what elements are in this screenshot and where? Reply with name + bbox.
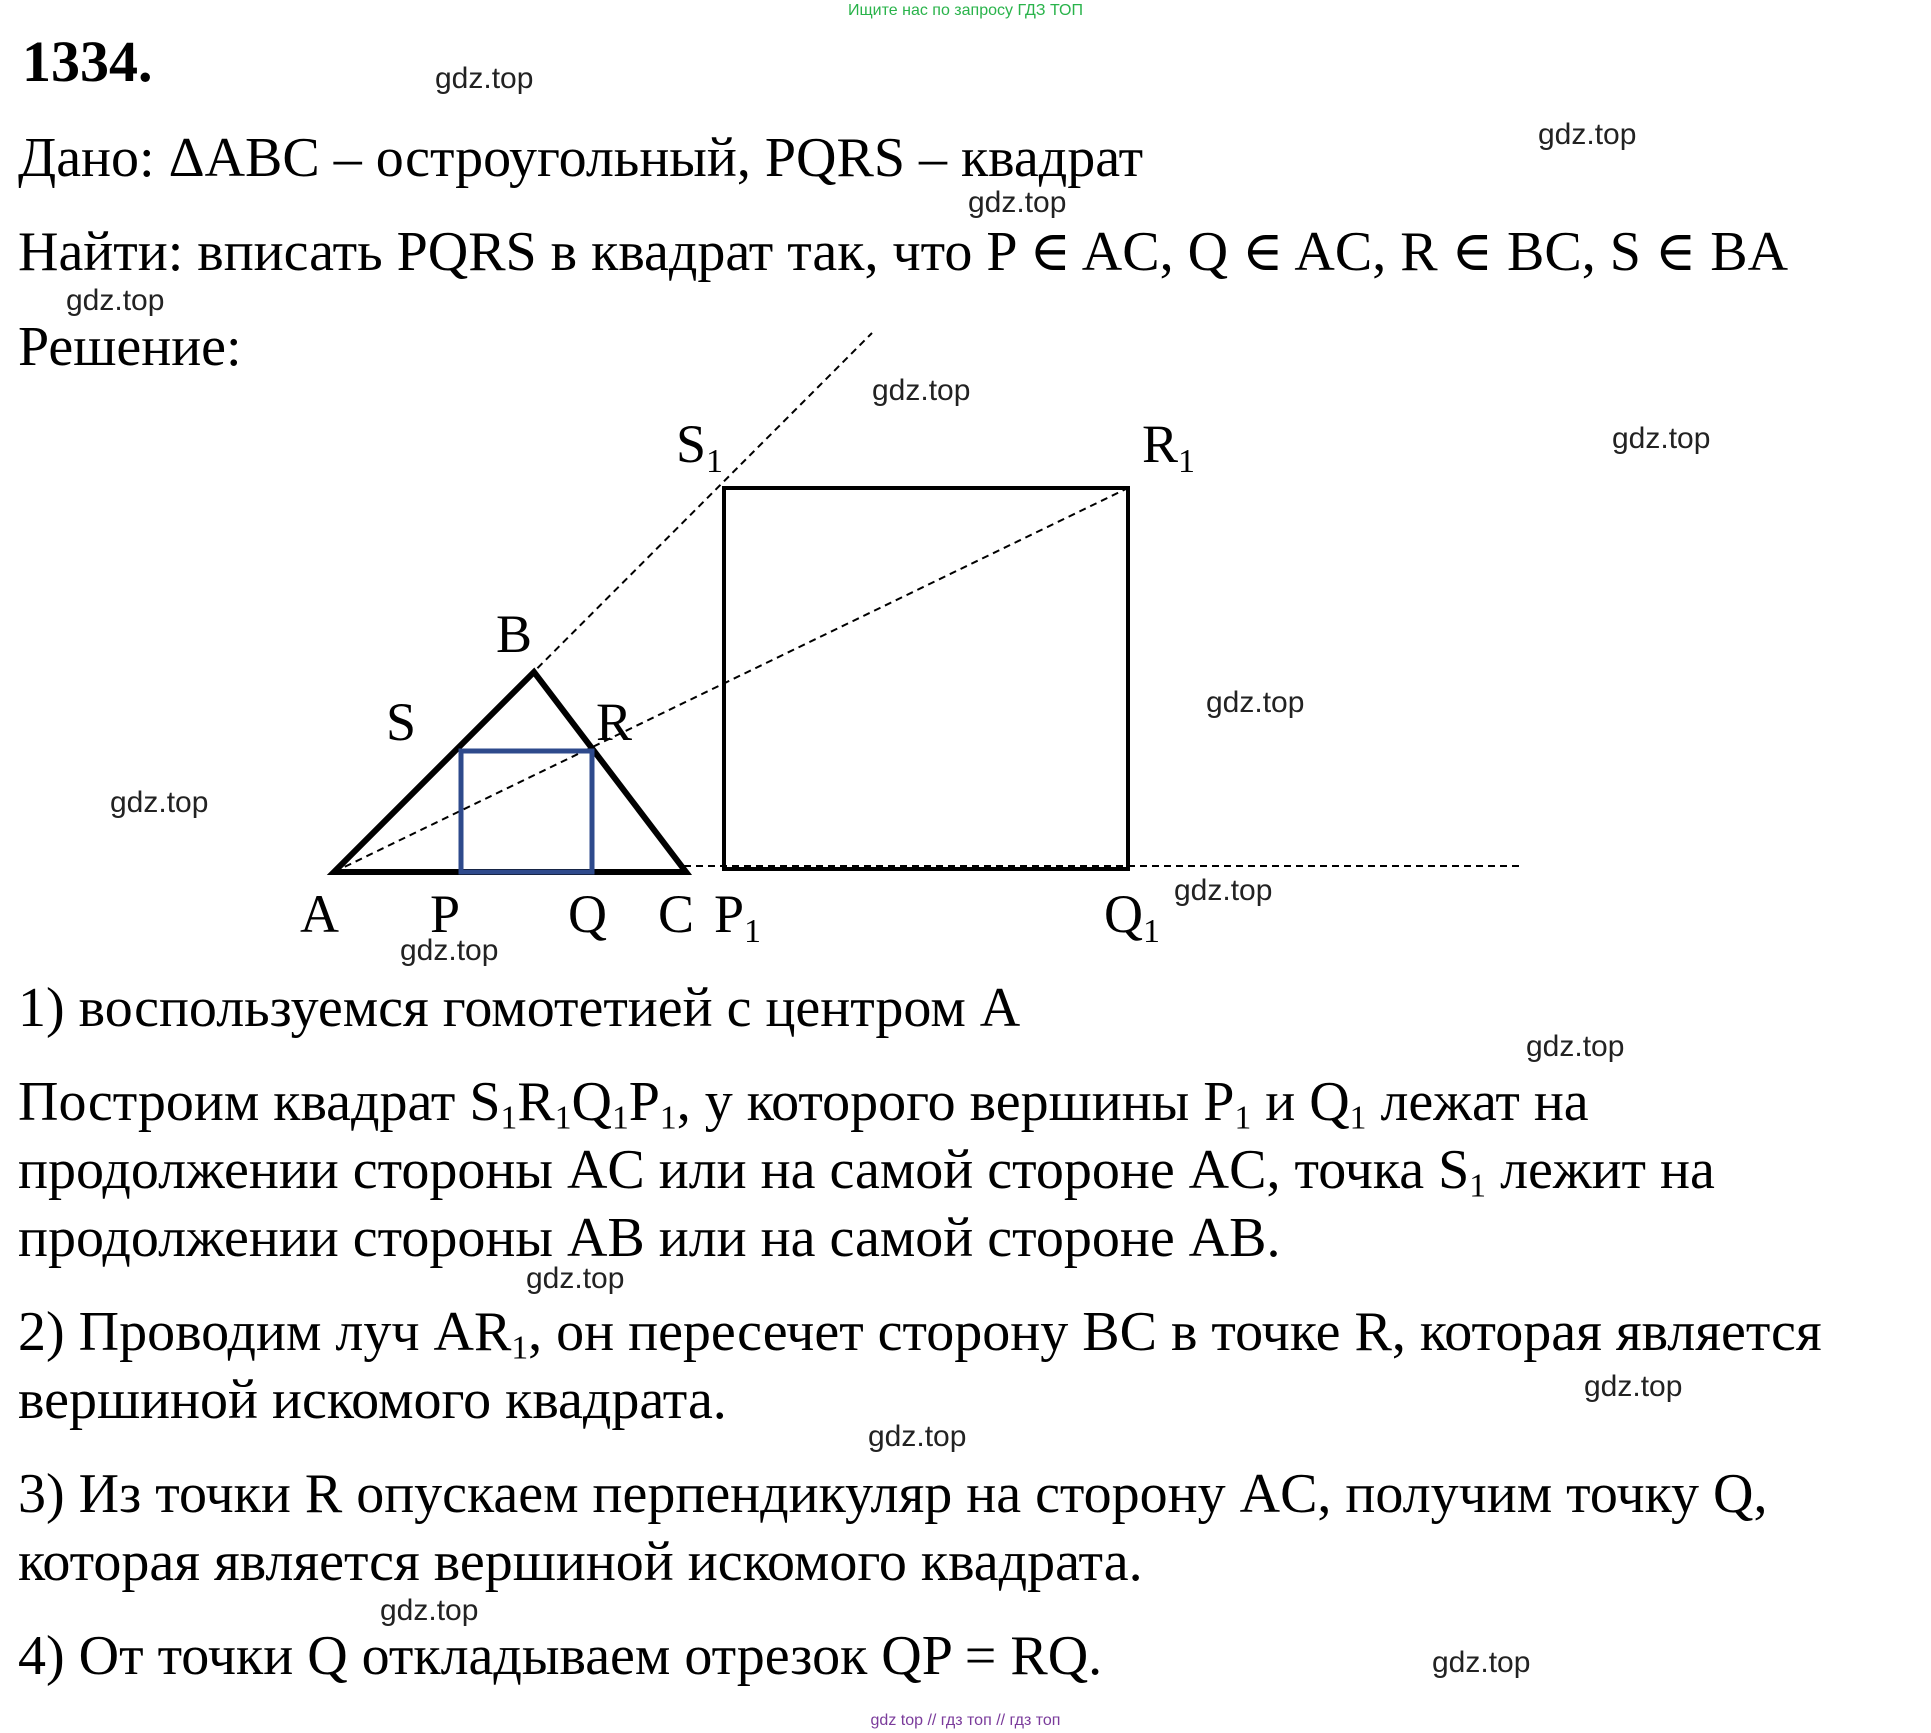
step-4: 4) От точки Q откладываем отрезок QP = RQ.: [18, 1625, 1103, 1687]
watermark: gdz.top: [435, 62, 534, 95]
step-3-line-2: которая является вершиной искомого квадрата.: [18, 1531, 1143, 1593]
label-r: R: [596, 692, 633, 752]
label-p1: P1: [714, 884, 762, 950]
solution-heading: Решение:: [18, 316, 242, 378]
square-pqrs: [461, 751, 592, 872]
label-r1: R1: [1142, 414, 1196, 480]
step-2-line-1: 2) Проводим луч $AR_1$, он пересечет сторону BC в точке R, которая является: [18, 1301, 1822, 1367]
step-2-line-2: вершиной искомого квадрата.: [18, 1369, 727, 1431]
step-build-line-3: продолжении стороны AB или на самой стороне AB.: [18, 1207, 1281, 1269]
watermark: gdz.top: [66, 284, 165, 317]
ray-ar1: [334, 488, 1128, 872]
label-s: S: [386, 692, 417, 752]
watermark: gdz.top: [1538, 118, 1637, 151]
label-q: Q: [568, 884, 607, 944]
footer-ad[interactable]: gdz top // гдз топ // гдз топ: [870, 1712, 1061, 1729]
step-build-line-2: продолжении стороны AC или на самой стороне AC, точка $S_1$ лежит на: [18, 1139, 1715, 1205]
label-p: P: [430, 884, 461, 944]
watermark: gdz.top: [526, 1262, 625, 1295]
step-1: 1) воспользуемся гомотетией с центром A: [18, 977, 1021, 1039]
watermark: gdz.top: [872, 374, 971, 407]
label-q1: Q1: [1104, 884, 1160, 950]
step-build-line-1: Построим квадрат $S_1R_1Q_1P_1$, у которого вершины $P_1$ и $Q_1$ лежат на: [18, 1071, 1589, 1137]
watermark: gdz.top: [1584, 1370, 1683, 1403]
watermark: gdz.top: [1206, 686, 1305, 719]
watermark: gdz.top: [868, 1420, 967, 1453]
watermark: gdz.top: [400, 934, 499, 967]
watermark: gdz.top: [110, 786, 209, 819]
watermark: gdz.top: [380, 1594, 479, 1627]
watermark: gdz.top: [968, 186, 1067, 219]
given-text: Дано: ΔABC – остроугольный, PQRS – квадрат: [18, 127, 1144, 189]
label-b: B: [496, 604, 533, 664]
square-s1r1q1p1: [724, 488, 1128, 869]
find-text: Найти: вписать PQRS в квадрат так, что P ∈ AC, Q ∈ AC, R ∈ BC, S ∈ BA: [18, 221, 1789, 283]
watermark: gdz.top: [1526, 1030, 1625, 1063]
label-c: C: [658, 884, 695, 944]
watermark: gdz.top: [1174, 874, 1273, 907]
step-3-line-1: 3) Из точки R опускаем перпендикуляр на сторону AC, получим точку Q,: [18, 1463, 1768, 1525]
watermark: gdz.top: [1432, 1646, 1531, 1679]
label-s1: S1: [676, 414, 724, 480]
watermark: gdz.top: [1612, 422, 1711, 455]
label-a: A: [300, 884, 339, 944]
problem-number: 1334.: [22, 29, 153, 94]
header-ad[interactable]: Ищите нас по запросу ГДЗ ТОП: [848, 2, 1083, 19]
